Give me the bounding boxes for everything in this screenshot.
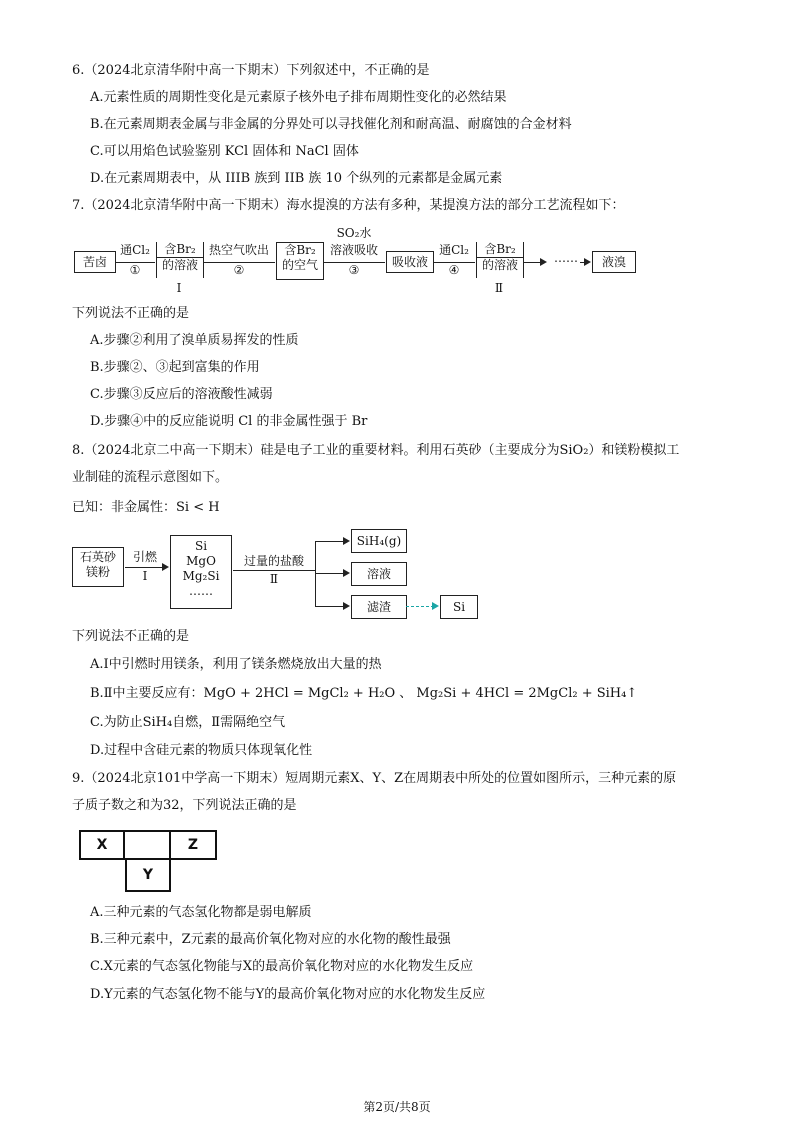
- flow-step4-number: ④: [448, 263, 460, 277]
- flow-box-text: Mg₂Si: [182, 569, 220, 583]
- flow-box-br2-solution-1: [156, 242, 204, 278]
- question-6-stem: 6.（2024北京清华附中高一下期末）下列叙述中，不正确的是: [72, 63, 430, 78]
- q7-option-b: B.步骤②、③起到富集的作用: [90, 360, 260, 375]
- flow-box-text: 的空气: [281, 258, 318, 272]
- flow-step-ignite: 引燃: [132, 550, 157, 564]
- flow-box-text: ……: [189, 584, 213, 598]
- flow-box-text: 镁粉: [85, 565, 110, 579]
- cell-x: X: [79, 830, 125, 860]
- flow-box-si: Si: [440, 595, 478, 619]
- q8-option-d: D.过程中含硅元素的物质只体现氧化性: [90, 743, 313, 758]
- q8-known: 已知：非金属性：Si < H: [72, 500, 220, 515]
- question-8-stem-2: 业制硅的流程示意图如下。: [72, 470, 229, 485]
- flow-box-text: 含Br₂: [284, 243, 316, 257]
- q6-option-d: D.在元素周期表中，从 IIIB 族到 IIB 族 10 个纵列的元素都是金属元素: [90, 171, 503, 186]
- flow-box-text: 含Br₂: [484, 242, 516, 256]
- flow-box-liquid-bromine: 液溴: [592, 251, 636, 273]
- flow-box-br2-air: [276, 242, 324, 280]
- flow-step3-label-1: SO₂水: [336, 226, 372, 240]
- page-footer: 第2页/共8页: [363, 1100, 431, 1114]
- flow-step4-label: 通Cl₂: [439, 243, 469, 257]
- question-9-stem-2: 子质子数之和为32，下列说法正确的是: [72, 798, 297, 813]
- flow-step3-label-2: 溶液吸收: [329, 243, 378, 257]
- q7-option-d: D.步骤④中的反应能说明 Cl 的非金属性强于 Br: [90, 414, 368, 429]
- q8-option-c: C.为防止SiH₄自燃，Ⅱ需隔绝空气: [90, 715, 286, 730]
- flow-box-residue: 滤渣: [351, 595, 407, 619]
- flow-ellipsis: ……: [554, 251, 578, 265]
- flow-label-i: Ⅰ: [176, 281, 182, 295]
- q6-option-b: B.在元素周期表金属与非金属的分界处可以寻找催化剂和耐高温、耐腐蚀的合金材料: [90, 117, 572, 132]
- q6-option-a: A.元素性质的周期性变化是元素原子核外电子排布周期性变化的必然结果: [90, 90, 507, 105]
- q9-option-d: D.Y元素的气态氢化物不能与Y的最高价氧化物对应的水化物发生反应: [90, 987, 486, 1002]
- cell-empty: [125, 830, 171, 860]
- flow-label-ii: Ⅱ: [494, 281, 504, 295]
- q6-option-c: C.可以用焰色试验鉴别 KCl 固体和 NaCl 固体: [90, 144, 359, 159]
- flow-step3-number: ③: [348, 263, 360, 277]
- flow-box-text: 石英砂: [79, 550, 116, 564]
- flow-box-quartz-magnesium: [72, 547, 124, 587]
- cell-y: Y: [125, 860, 171, 892]
- flow-box-text: MgO: [186, 554, 216, 568]
- flow-box-bitter-brine: 苦卤: [74, 251, 116, 273]
- q7-option-a: A.步骤②利用了溴单质易挥发的性质: [90, 333, 299, 348]
- flow-step2-label: 热空气吹出: [208, 243, 269, 257]
- q8-option-b: B.Ⅱ中主要反应有：MgO + 2HCl = MgCl₂ + H₂O 、 Mg₂Si + 4HCl = 2MgCl₂ + SiH₄↑: [90, 686, 638, 701]
- q9-option-c: C.X元素的气态氢化物能与X的最高价氧化物对应的水化物发生反应: [90, 959, 474, 974]
- flow-box-sih4: SiH₄(g): [351, 529, 407, 553]
- flow-box-br2-solution-2: [476, 242, 524, 278]
- q8-option-a: A.Ⅰ中引燃时用镁条，利用了镁条燃烧放出大量的热: [90, 657, 382, 672]
- flow-step-ii: Ⅱ: [269, 572, 279, 586]
- flow-step2-number: ②: [233, 263, 245, 277]
- cell-z: Z: [171, 830, 217, 860]
- question-8-stem-1: 8.（2024北京二中高一下期末）硅是电子工业的重要材料。利用石英砂（主要成分为SiO₂）和镁粉模拟工: [72, 443, 680, 458]
- flow-box-text: Si: [194, 539, 208, 553]
- flow-step1-number: ①: [129, 263, 141, 277]
- flow-box-absorbent: 吸收液: [386, 251, 434, 273]
- flow-step-hcl: 过量的盐酸: [243, 554, 304, 568]
- flow-box-text: 含Br₂: [164, 242, 196, 256]
- q9-option-a: A.三种元素的气态氢化物都是弱电解质: [90, 905, 312, 920]
- flow-step1-label: 通Cl₂: [120, 243, 150, 257]
- q7-option-c: C.步骤③反应后的溶液酸性减弱: [90, 387, 273, 402]
- flow-box-text: 的溶液: [477, 257, 523, 273]
- flow-box-mixture: [170, 535, 232, 609]
- flow-step-i: Ⅰ: [142, 569, 148, 583]
- q8-prompt: 下列说法不正确的是: [72, 629, 190, 644]
- flow-box-solution: 溶液: [351, 562, 407, 586]
- q7-prompt: 下列说法不正确的是: [72, 306, 190, 321]
- question-9-stem-1: 9.（2024北京101中学高一下期末）短周期元素X、Y、Z在周期表中所处的位置如图所示，三种元素的原: [72, 771, 677, 786]
- flow-box-text: 的溶液: [157, 257, 203, 273]
- q9-option-b: B.三种元素中，Z元素的最高价氧化物对应的水化物的酸性最强: [90, 932, 451, 947]
- question-7-stem: 7.（2024北京清华附中高一下期末）海水提溴的方法有多种，某提溴方法的部分工艺流程如下：: [72, 198, 625, 213]
